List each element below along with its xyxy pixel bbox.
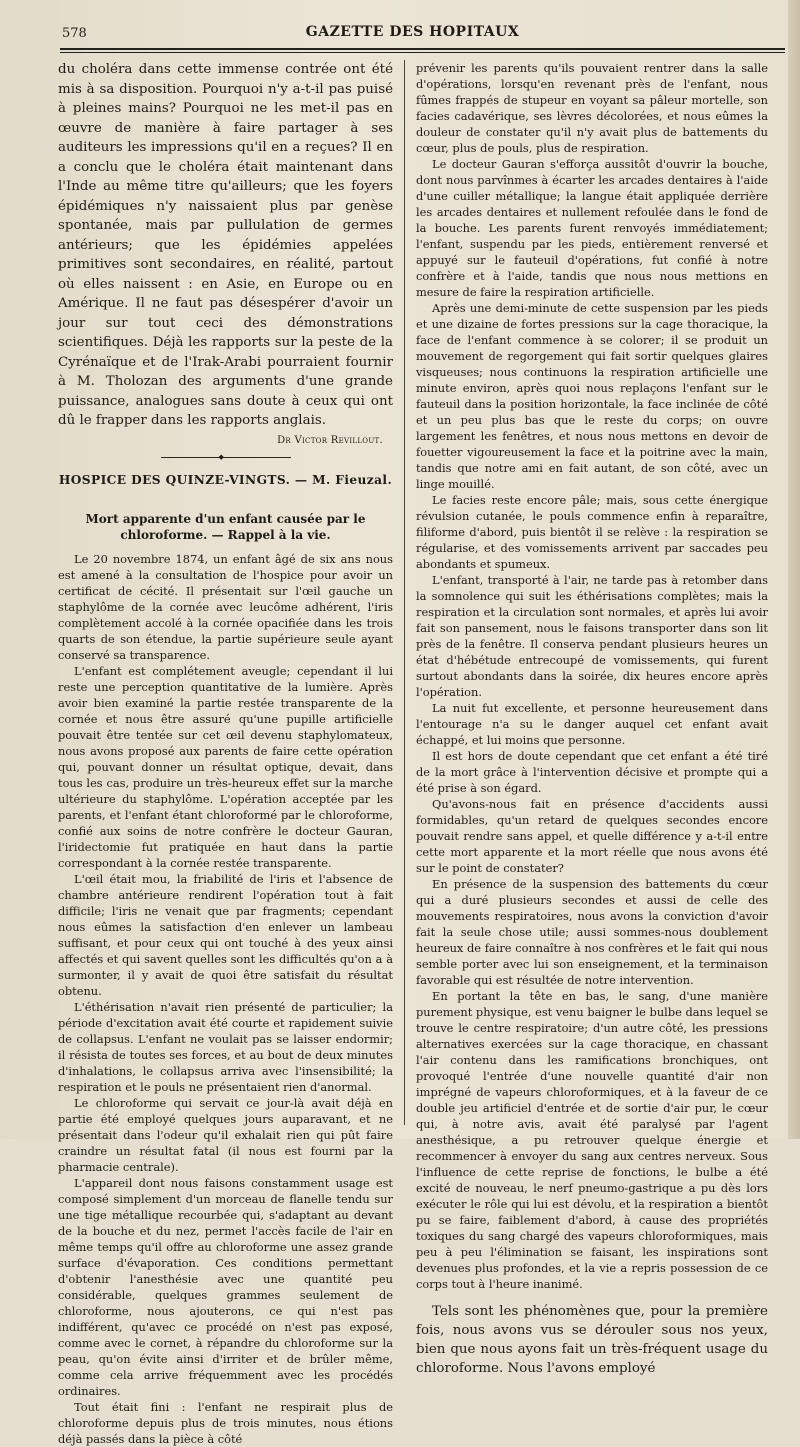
- section-title: HOSPICE DES QUINZE-VINGTS. — M. Fieuzal.: [58, 473, 393, 488]
- article-paragraph: prévenir les parents qu'ils pouvaient rentrer dans la salle d'opérations, lorsqu'en revenant près de l'enfant, nous fûmes frappés de stupeur en voyant sa pâleur mortelle, son facies cadavérique, ses lèvres décolorées, et nous eûmes la douleur de constater qu'il n'y avait plus de battements du cœur, plus de pouls, plus de respiration.: [416, 61, 768, 155]
- article-paragraph: L'appareil dont nous faisons constamment usage est composé simplement d'un morceau de flanelle tendu sur une tige métallique recourbée qui, s'adaptant au devant de la bouche et du nez, permet l'accès facile de l'air en même temps qu'il offre au chloroforme une assez grande surface d'évaporation. Ces conditions permettant d'obtenir l'anesthésie avec une quantité peu considérable, quelques grammes seulement de chloroforme, nous ajouterons, ce qui n'est pas indifférent, qu'avec ce procédé on n'est pas exposé, comme avec le cornet, à répandre du chloroforme sur la peau, qu'on évite ainsi d'irriter et de brûler même, comme cela arrive fréquemment avec les procédés ordinaires.: [58, 1176, 393, 1399]
- column-divider: [404, 60, 405, 1125]
- page-header: [40, 20, 785, 50]
- article-paragraph: Tout était fini : l'enfant ne respirait plus de chloroforme depuis plus de trois minutes, nous étions déjà passés dans la pièce à côté: [58, 1400, 393, 1447]
- article-paragraph: L'enfant, transporté à l'air, ne tarde pas à retomber dans la somnolence qui suit les éthérisations complètes; mais la respiration et la circulation sont normales, et après lui avoir fait son pansement, nous le faisons transporter dans son lit près de la fenêtre. Il conserva pendant plusieurs heures un état d'hébétude entrecoupé de vomissements, qui furent surtout abondants dans la soirée, dix heures encore après l'opération.: [416, 573, 768, 699]
- right-column: [416, 60, 768, 1378]
- article-paragraph: L'éthérisation n'avait rien présenté de particulier; la période d'excitation avait été courte et rapidement suivie de collapsus. L'enfant ne voulait pas se laisser endormir; il résista de toutes ses forces, et au bout de deux minutes d'inhalations, le collapsus arriva avec l'insensibilité; la respiration et le pouls ne présentaient rien d'anormal.: [58, 1000, 393, 1095]
- article-paragraph: Qu'avons-nous fait en présence d'accidents aussi formidables, qu'un retard de quelques secondes encore pouvait rendre sans appel, et quelle différence y a-t-il entre cette mort apparente et la mort réelle que nous avons été sur le point de constater?: [416, 797, 768, 875]
- article-paragraph: La nuit fut excellente, et personne heureusement dans l'entourage n'a su le danger auquel cet enfant avait échappé, et lui moins que personne.: [416, 701, 768, 747]
- article-paragraph: L'œil était mou, la friabilité de l'iris et l'absence de chambre antérieure rendirent l'opération tout à fait difficile; l'iris ne venait que par fragments; cependant nous eûmes la satisfaction d'en enlever un lambeau suffisant, et pour ceux qui ont touché à des yeux ainsi affectés et qui savent quelles sont les difficultés qu'on a à surmonter, il y avait de quoi être satisfait du résultat obtenu.: [58, 872, 393, 999]
- closing-paragraph: Tels sont les phénomènes que, pour la première fois, nous avons vus se dérouler sous nos yeux, bien que nous ayons fait un très-fréquent usage du chloroforme. Nous l'avons employé: [416, 1304, 768, 1376]
- article-title: Mort apparente d'un enfant causée par le chloroforme. — Rappel à la vie.: [85, 512, 366, 543]
- header-rule: [60, 48, 785, 53]
- separator-rule: [161, 453, 291, 462]
- page-number: 578: [62, 26, 87, 41]
- separator-ornament: ◆: [218, 453, 224, 462]
- journal-title: GAZETTE DES HOPITAUX: [305, 24, 520, 40]
- article-paragraph: En présence de la suspension des battements du cœur qui a duré plusieurs secondes et aussi de celle des mouvements respiratoires, nous avons la conviction d'avoir fait la seule chose utile; aussi sommes-nous doublement heureux de faire connaître à nos confrères et le fait qui nous semble porter avec lui son enseignement, et la terminaison favorable qui est résultée de notre intervention.: [416, 877, 768, 987]
- article-paragraph: En portant la tête en bas, le sang, d'une manière purement physique, est venu baigner le bulbe dans lequel se trouve le centre respiratoire; d'un autre côté, les pressions alternatives exercées sur la cage thoracique, en chassant l'air contenu dans les ramifications bronchiques, ont provoqué l'entrée d'une nouvelle quantité d'air non imprégné de vapeurs chloroformiques, et à la faveur de ce double jeu artificiel d'entrée et de sortie d'air pur, le cœur qui, à notre avis, avait été paralysé par l'agent anesthésique, a pu retrouver quelque énergie et recommencer à envoyer du sang aux centres nerveux. Sous l'influence de cette reprise de fonctions, le bulbe a été excité de nouveau, le nerf pneumo-gastrique a pu dès lors exécuter le rôle qui lui est dévolu, et la respiration a bientôt pu se faire, faiblement d'abord, à cause des propriétés toxiques du sang chargé des vapeurs chloroformiques, mais peu à peu l'élimination se faisant, les inspirations sont devenues plus profondes, et la vie a repris possession de ce corps tout à l'heure inanimé.: [416, 989, 768, 1291]
- article-paragraph: Le chloroforme qui servait ce jour-là avait déjà en partie été employé quelques jours auparavant, et ne présentait dans l'odeur qu'il exhalait rien qui pût faire craindre un résultat fatal (il nous est fourni par la pharmacie centrale).: [58, 1096, 393, 1175]
- lead-paragraph: du choléra dans cette immense contrée ont été mis à sa disposition. Pourquoi n'y a-t-il pas puisé à pleines mains? Pourquoi ne les met-il pas en œuvre de manière à faire partager à ses auditeurs les impressions qu'il en a reçues? Il en a conclu que le choléra était maintenant dans l'Inde au même titre qu'ailleurs; que les foyers épidémiques n'y naissaient plus par genèse spontanée, mais par pullulation de germes antérieurs; que les épidémies appelées primitives sont secondaires, en réalité, partout où elles naissent : en Asie, en Europe ou en Amérique. Il ne faut pas désespérer d'avoir un jour sur tout ceci des démonstrations scientifiques. Déjà les rapports sur la peste de la Cyrénaïque et de l'Irak-Arabi pourraient fournir à M. Tholozan des arguments d'une grande puissance, analogues sans doute à ceux qui ont dû le frapper dans les rapports anglais.: [58, 62, 393, 428]
- article-paragraph: L'enfant est complétement aveugle; cependant il lui reste une perception quantitative de la lumière. Après avoir bien examiné la partie restée transparente de la cornée et nous être assuré qu'une pupille artificielle pouvait être tentée sur cet œil devenu staphylomateux, nous avons proposé aux parents de faire cette opération qui, pouvant donner un résultat optique, devait, dans tous les cas, produire un très-heureux effet sur la marche ultérieure du staphylôme. L'opération acceptée par les parents, et l'enfant étant chloroformé par le chloroforme, confié aux soins de notre confrère le docteur Gauran, l'iridectomie fut pratiquée en haut dans la partie correspondant à la cornée restée transparente.: [58, 664, 393, 871]
- article-paragraph: Le facies reste encore pâle; mais, sous cette énergique révulsion cutanée, le pouls commence enfin à reparaître, filiforme d'abord, puis bientôt il se relève : la respiration se régularise, et des vomissements arrivent par saccades peu abondants et spumeux.: [416, 493, 768, 571]
- left-column: [58, 60, 393, 1447]
- article-paragraph: Le 20 novembre 1874, un enfant âgé de six ans nous est amené à la consultation de l'hospice pour avoir un certificat de cécité. Il présentait sur l'œil gauche un staphylôme de la cornée avec leucôme adhérent, l'iris complètement accolé à la cornée opacifiée dans les trois quarts de son étendue, la partie supérieure seule ayant conservé sa transparence.: [58, 552, 393, 663]
- article-paragraph: Après une demi-minute de cette suspension par les pieds et une dizaine de fortes pressions sur la cage thoracique, la face de l'enfant commence à se colorer; il se produit un mouvement de regorgement qui fait sortir quelques glaires visqueuses; nous continuons la respiration artificielle une minute environ, après quoi nous replaçons l'enfant sur le fauteuil dans la position horizontale, la face inclinée de côté et un peu plus bas que le reste du corps; on ouvre largement les fenêtres, et nous nous mettons en devoir de fouetter vigoureusement la face et la poitrine avec la main, tandis que notre ami en fait autant, de son côté, avec un linge mouillé.: [416, 301, 768, 491]
- author-signature: Dr Victor Revillout.: [277, 434, 383, 446]
- article-paragraph: Le docteur Gauran s'efforça aussitôt d'ouvrir la bouche, dont nous parvînmes à écarter les arcades dentaires à l'aide d'une cuiller métallique; la langue était appliquée derrière les arcades dentaires et nullement refoulée dans le fond de la bouche. Les parents furent renvoyés immédiatement; l'enfant, suspendu par les pieds, entièrement renversé et appuyé sur le fauteuil d'opérations, fut confié à notre confrère et à l'aide, tandis que nous nous mettions en mesure de faire la respiration artificielle.: [416, 157, 768, 299]
- page-edge: [788, 0, 800, 1139]
- article-paragraph: Il est hors de doute cependant que cet enfant a été tiré de la mort grâce à l'intervention décisive et prompte qui a été prise à son égard.: [416, 749, 768, 795]
